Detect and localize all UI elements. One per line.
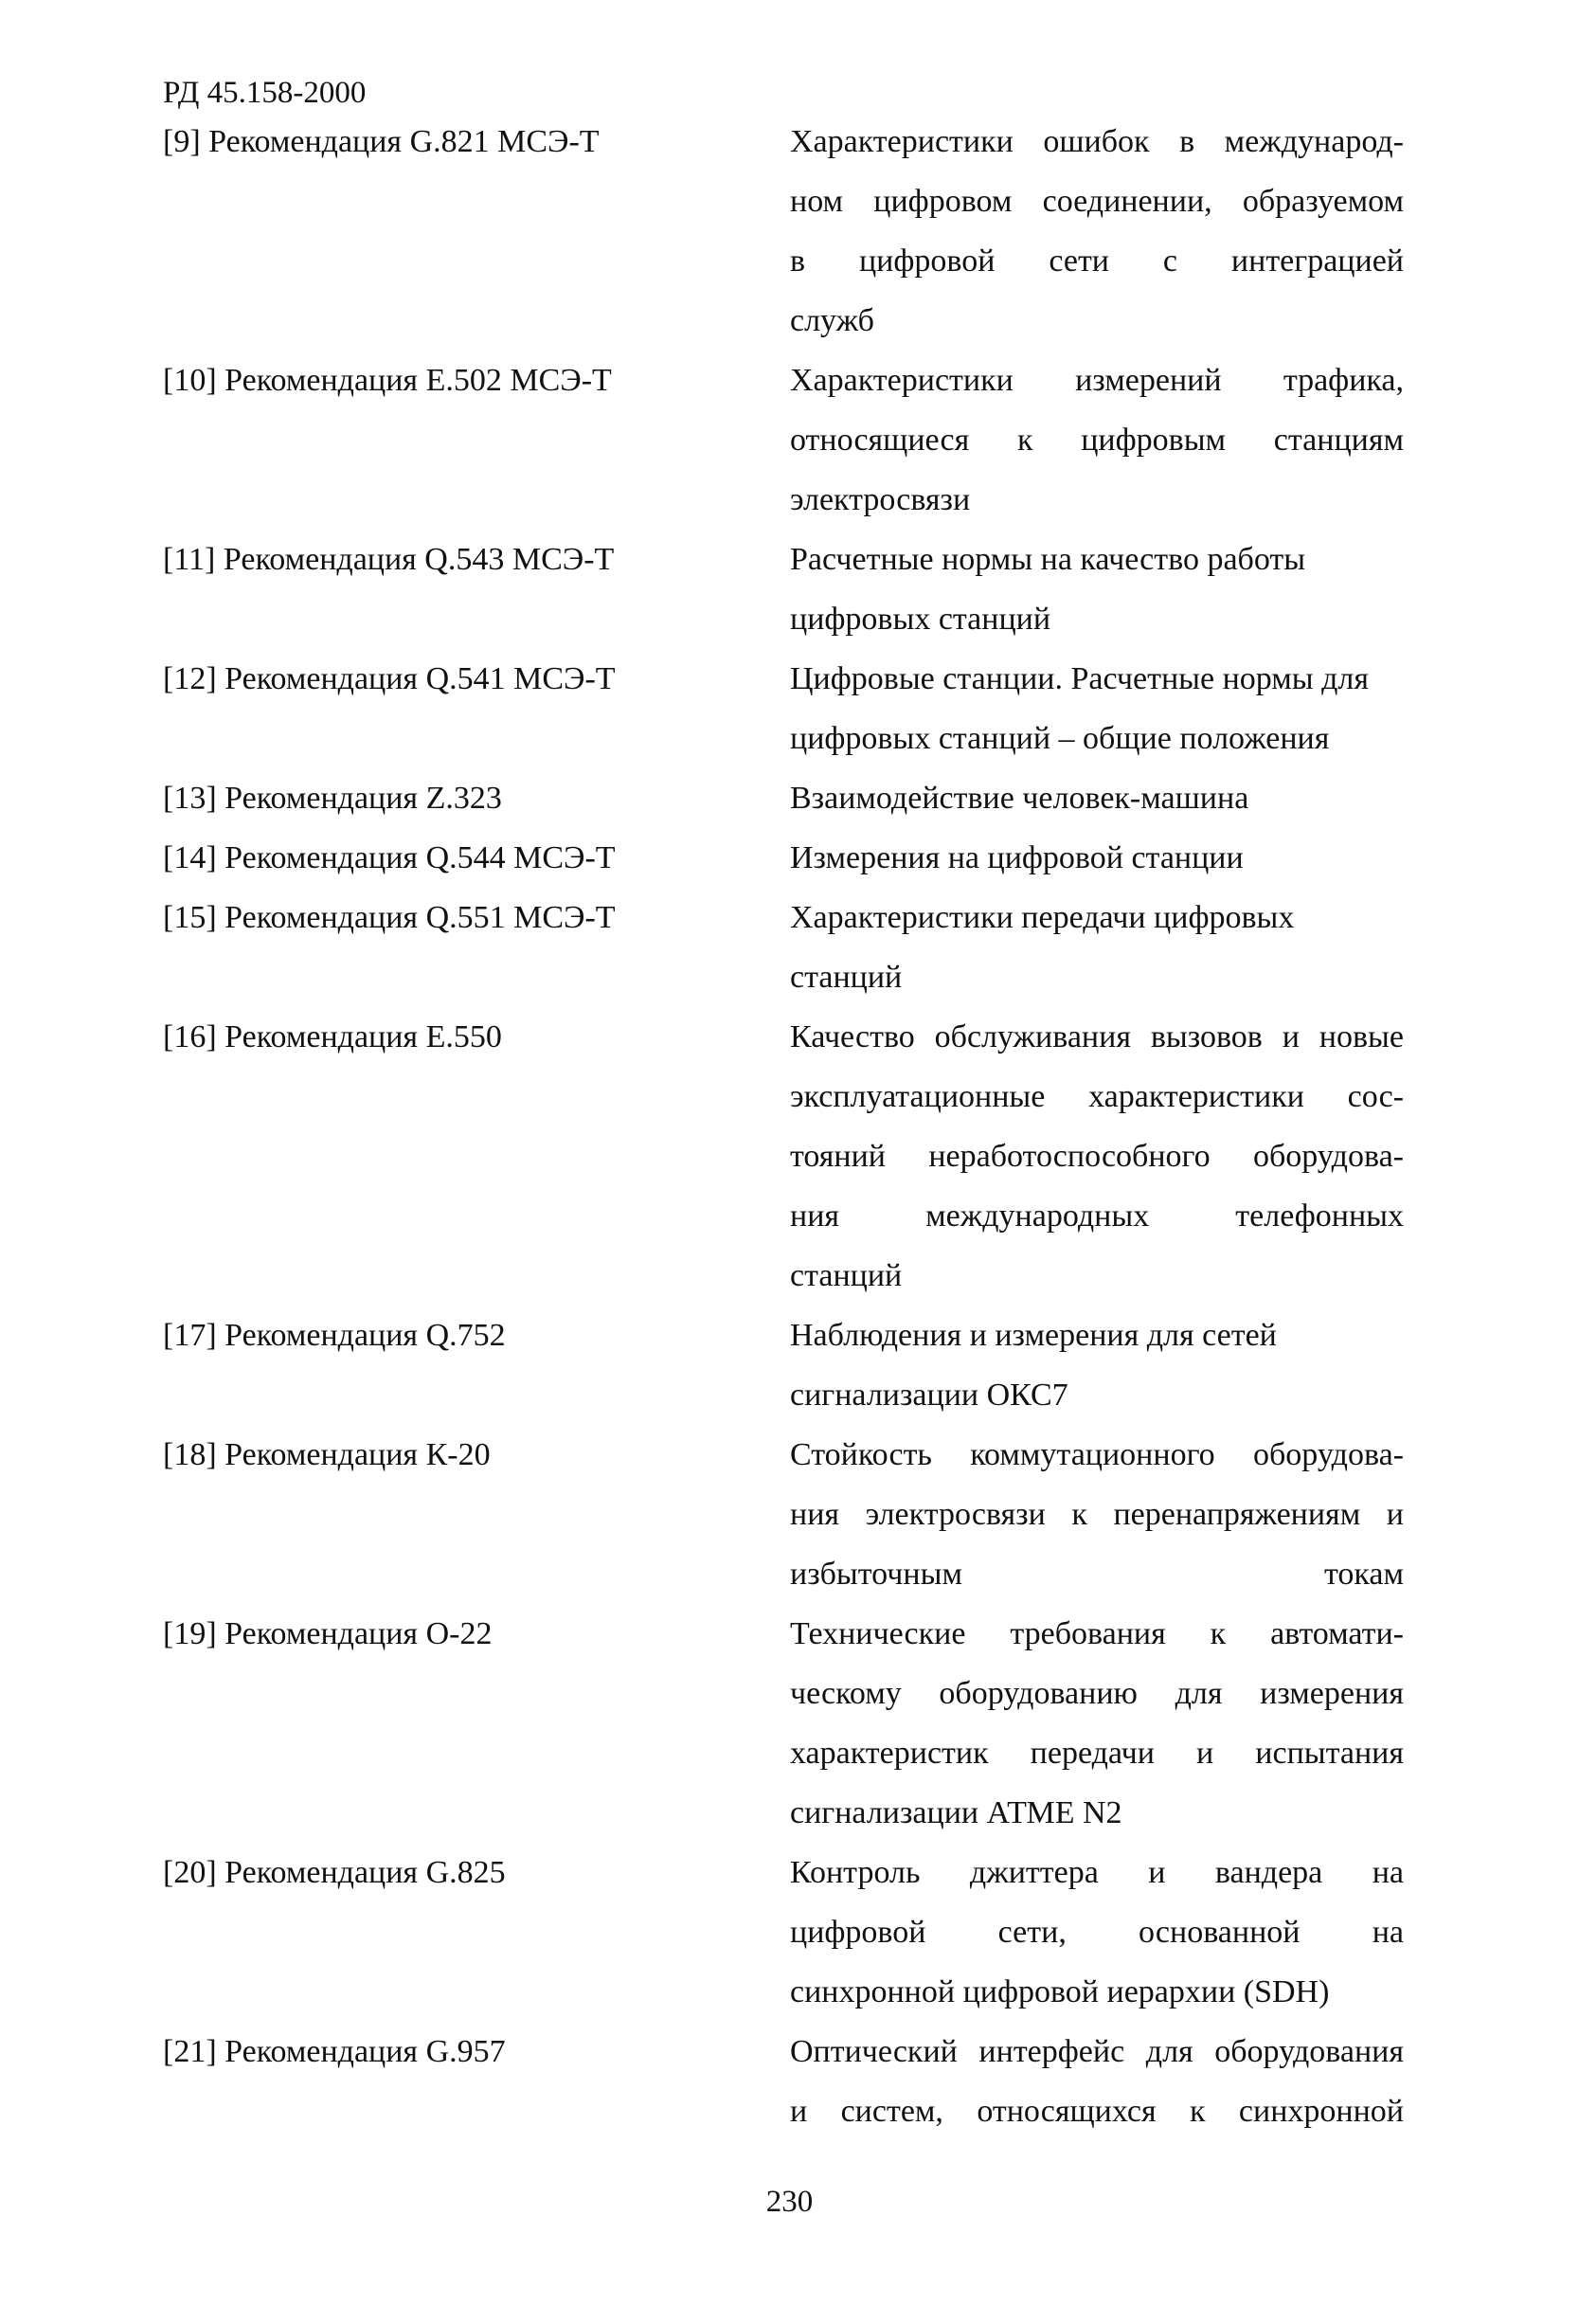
reference-name: Рекомендация Q.543 МСЭ-Т	[223, 542, 615, 577]
description-line: относящиеся к цифровым станциям	[790, 423, 1404, 458]
reference-name: Рекомендация Е.502 МСЭ-Т	[224, 363, 612, 398]
reference-description	[790, 1306, 1404, 1425]
reference-description	[790, 112, 1404, 351]
reference-number: [20]	[163, 1855, 217, 1890]
reference-designation	[163, 828, 790, 888]
reference-designation	[163, 1604, 790, 1664]
reference-description	[790, 1843, 1404, 2022]
reference-designation	[163, 351, 790, 410]
reference-entry	[163, 888, 1413, 1007]
reference-number: [10]	[163, 363, 217, 398]
reference-name: Рекомендация Q.544 МСЭ-Т	[224, 840, 616, 875]
reference-name: Рекомендация К-20	[224, 1437, 491, 1472]
reference-description	[790, 1604, 1404, 1843]
reference-entry	[163, 1007, 1413, 1306]
reference-name: Рекомендация Q.541 МСЭ-Т	[224, 661, 616, 696]
page-number: 230	[765, 2185, 814, 2219]
description-line: Оптический интерфейс для оборудования	[790, 2034, 1404, 2069]
reference-description	[790, 888, 1404, 1007]
reference-designation	[163, 2022, 790, 2081]
description-line: Измерения на цифровой станции	[790, 840, 1244, 875]
reference-entry	[163, 1425, 1413, 1604]
description-line: характеристик передачи и испытания	[790, 1736, 1404, 1771]
reference-designation	[163, 649, 790, 709]
reference-entry	[163, 112, 1413, 351]
description-line: Качество обслуживания вызовов и новые	[790, 1019, 1404, 1054]
reference-number: [17]	[163, 1318, 217, 1353]
reference-description	[790, 1007, 1404, 1306]
reference-number: [9]	[163, 124, 201, 159]
reference-description	[790, 768, 1404, 828]
document-code: РД 45.158-2000	[163, 76, 367, 110]
reference-description	[790, 351, 1404, 530]
reference-designation	[163, 1425, 790, 1485]
description-line: в цифровой сети с интеграцией	[790, 243, 1404, 279]
reference-number: [19]	[163, 1616, 217, 1651]
reference-description	[790, 828, 1404, 888]
reference-number: [18]	[163, 1437, 217, 1472]
description-line: избыточным токам	[790, 1557, 1404, 1592]
description-line: цифровой сети, основанной на	[790, 1915, 1404, 1950]
reference-name: Рекомендация G.821 МСЭ-Т	[208, 124, 600, 159]
description-line: Наблюдения и измерения для сетей	[790, 1318, 1277, 1353]
reference-name: Рекомендация О-22	[224, 1616, 493, 1651]
reference-designation	[163, 888, 790, 947]
reference-entry	[163, 351, 1413, 530]
reference-entry	[163, 1604, 1413, 1843]
description-line: Характеристики измерений трафика,	[790, 363, 1404, 398]
description-line: Расчетные нормы на качество работы	[790, 542, 1306, 577]
reference-number: [13]	[163, 781, 217, 816]
reference-number: [14]	[163, 840, 217, 875]
reference-entry	[163, 1843, 1413, 2022]
reference-designation	[163, 768, 790, 828]
reference-name: Рекомендация Q.551 МСЭ-Т	[224, 900, 616, 935]
description-line: Характеристики ошибок в международ-	[790, 124, 1404, 159]
description-line: Технические требования к автомати-	[790, 1616, 1404, 1651]
description-line: синхронной цифровой иерархии (SDH)	[790, 1974, 1330, 2009]
description-line: ческому оборудованию для измерения	[790, 1676, 1404, 1711]
description-line: ния электросвязи к перенапряжениям и	[790, 1497, 1404, 1532]
description-line: служб	[790, 303, 874, 338]
reference-number: [16]	[163, 1019, 217, 1054]
description-line: Взаимодействие человек-машина	[790, 781, 1249, 816]
description-line: сигнализации ОКС7	[790, 1378, 1068, 1413]
reference-number: [12]	[163, 661, 217, 696]
description-line: тояний неработоспособного оборудова-	[790, 1139, 1404, 1174]
description-line: и систем, относящихся к синхронной	[790, 2094, 1404, 2129]
reference-name: Рекомендация Е.550	[224, 1019, 502, 1054]
reference-entry	[163, 530, 1413, 649]
reference-entry	[163, 649, 1413, 768]
reference-designation	[163, 1007, 790, 1067]
description-line: ном цифровом соединении, образуемом	[790, 184, 1404, 219]
description-line: Характеристики передачи цифровых	[790, 900, 1295, 935]
reference-designation	[163, 1306, 790, 1365]
description-line: цифровых станций – общие положения	[790, 721, 1330, 756]
description-line: сигнализации АТМЕ N2	[790, 1795, 1122, 1830]
description-line: станций	[790, 1258, 903, 1293]
reference-description	[790, 2022, 1404, 2141]
reference-list	[163, 112, 1413, 2141]
reference-number: [11]	[163, 542, 216, 577]
description-line: станций	[790, 960, 903, 995]
description-line: Цифровые станции. Расчетные нормы для	[790, 661, 1370, 696]
reference-entry	[163, 828, 1413, 888]
description-line: электросвязи	[790, 482, 971, 517]
reference-name: Рекомендация G.957	[224, 2034, 506, 2069]
description-line: ния международных телефонных	[790, 1198, 1404, 1234]
reference-designation	[163, 112, 790, 171]
reference-number: [15]	[163, 900, 217, 935]
description-line: Стойкость коммутационного оборудова-	[790, 1437, 1404, 1472]
reference-name: Рекомендация Q.752	[224, 1318, 506, 1353]
reference-number: [21]	[163, 2034, 217, 2069]
reference-description	[790, 649, 1404, 768]
description-line: Контроль джиттера и вандера на	[790, 1855, 1404, 1890]
reference-entry	[163, 768, 1413, 828]
reference-entry	[163, 1306, 1413, 1425]
description-line: цифровых станций	[790, 602, 1051, 637]
reference-designation	[163, 1843, 790, 1902]
description-line: эксплуатационные характеристики сос-	[790, 1079, 1404, 1114]
reference-entry	[163, 2022, 1413, 2141]
reference-description	[790, 1425, 1404, 1604]
reference-designation	[163, 530, 790, 589]
reference-name: Рекомендация Z.323	[224, 781, 502, 816]
reference-description	[790, 530, 1404, 649]
reference-name: Рекомендация G.825	[224, 1855, 506, 1890]
